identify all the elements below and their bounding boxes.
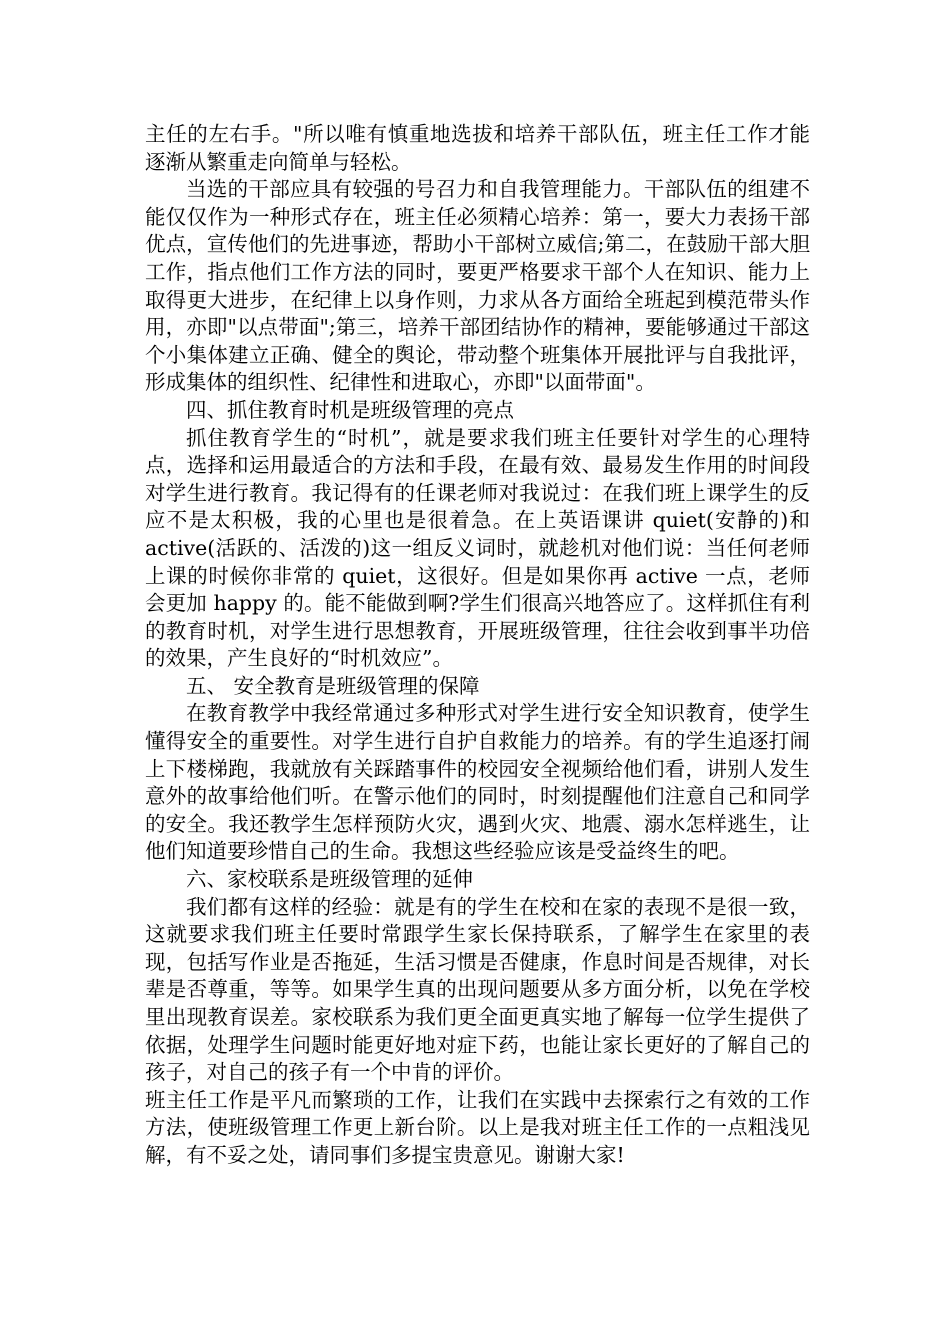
paragraph-continuation: 主任的左右手。"所以唯有慎重地选拔和培养干部队伍，班主任工作才能逐渐从繁重走向简单与轻松。 — [145, 122, 810, 174]
section-heading-6: 六、家校联系是班级管理的延伸 — [186, 867, 473, 892]
section-heading-5: 五、 安全教育是班级管理的保障 — [186, 673, 480, 698]
document-body — [145, 121, 810, 1170]
paragraph-cadre-training: 当选的干部应具有较强的号召力和自我管理能力。干部队伍的组建不能仅仅作为一种形式存在，班主任必须精心培养：第一，要大力表扬干部优点，宣传他们的先进事迹，帮助小干部树立威信;第二，在鼓励干部大胆工作，指点他们工作方法的同时，要更严格要求干部个人在知识、能力上取得更大进步，在纪律上以身作则，力求从各方面给全班起到模范带头作用，亦即"以点带面";第三，培养干部团结协作的精神，要能够通过干部这个小集体建立正确、健全的舆论，带动整个班集体开展批评与自我批评，形成集体的组织性、纪律性和进取心，亦即"以面带面"。 — [145, 177, 810, 395]
paragraph-education-timing: 抓住教育学生的“时机”，就是要求我们班主任要针对学生的心理特点，选择和运用最适合的方法和手段，在最有效、最易发生作用的时间段对学生进行教育。我记得有的任课老师对我说过：在我们班上课学生的反应不是太积极，我的心里也是很着急。在上英语课讲 quiet(安静的)和 active(活跃的、活泼的)这一组反义词时，就趁机对他们说：当任何老师上课的时候你非常的 quiet，这很好。但是如果你再 active 一点，老师会更加 happy 的。能不能做到啊?学生们很高兴地答应了。这样抓住有利的教育时机，对学生进行思想教育，开展班级管理，往往会收到事半功倍的效果，产生良好的“时机效应”。 — [145, 425, 810, 671]
paragraph-conclusion: 班主任工作是平凡而繁琐的工作，让我们在实践中去探索行之有效的工作方法，使班级管理工作更上新台阶。以上是我对班主任工作的一点粗浅见解，有不妥之处，请同事们多提宝贵意见。谢谢大家! — [145, 1087, 810, 1167]
paragraph-safety-education: 在教育教学中我经常通过多种形式对学生进行安全知识教育，使学生懂得安全的重要性。对学生进行自护自救能力的培养。有的学生追逐打闹上下楼梯跑，我就放有关踩踏事件的校园安全视频给他们看，讲别人发生意外的故事给他们听。在警示他们的同时，时刻提醒他们注意自己和同学的安全。我还教学生怎样预防火灾，遇到火灾、地震、溺水怎样逃生，让他们知道要珍惜自己的生命。我想这些经验应该是受益终生的吧。 — [145, 701, 810, 864]
section-heading-4: 四、抓住教育时机是班级管理的亮点 — [186, 397, 514, 422]
paragraph-home-school: 我们都有这样的经验：就是有的学生在校和在家的表现不是很一致，这就要求我们班主任要时常跟学生家长保持联系，了解学生在家里的表现，包括写作业是否拖延，生活习惯是否健康，作息时间是否规律，对长辈是否尊重，等等。如果学生真的出现问题要从多方面分析，以免在学校里出现教育误差。家校联系为我们更全面更真实地了解每一位学生提供了依据，处理学生问题时能更好地对症下药，也能让家长更好的了解自己的孩子，对自己的孩子有一个中肯的评价。 — [145, 894, 810, 1085]
